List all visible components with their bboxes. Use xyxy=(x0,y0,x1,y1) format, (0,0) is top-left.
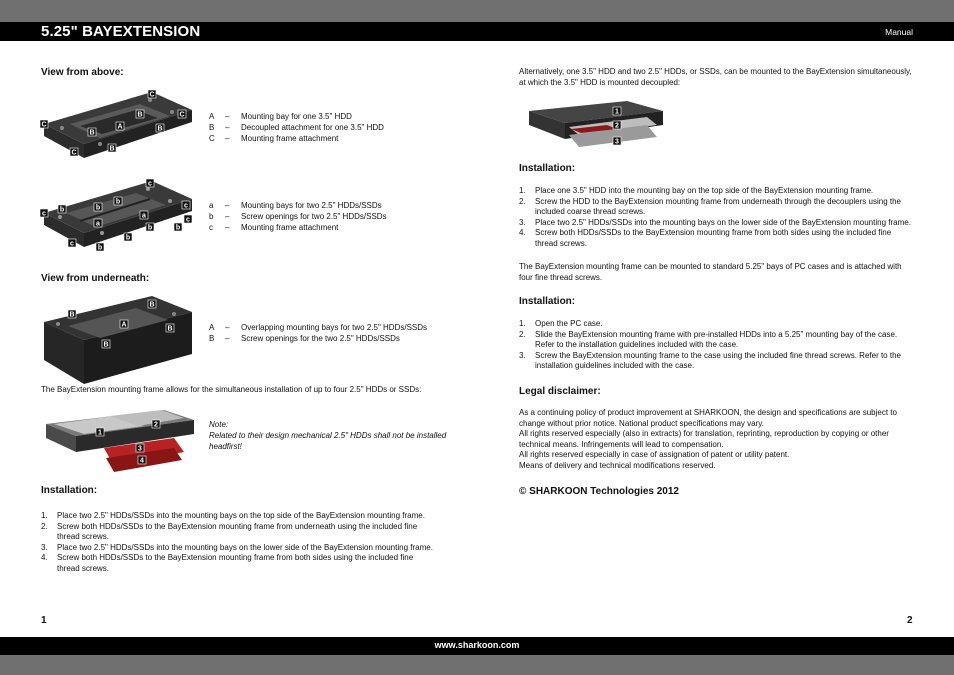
callout-label-fig2-11 xyxy=(68,239,76,248)
callout-label-fig3-2 xyxy=(120,320,128,329)
mounting-paragraph: The BayExtension mounting frame can be mounted to standard 5.25" bays of PC cases and is attached with four fine thread screws. xyxy=(519,262,902,282)
note-text: Related to their design mechanical 2.5" HDDs shall not be installed headfirst! xyxy=(209,430,447,451)
svg-text:2: 2 xyxy=(154,421,158,429)
bottom-gray-band xyxy=(0,655,954,675)
view-above-heading: View from above: xyxy=(41,67,124,78)
view-underneath-heading: View from underneath: xyxy=(41,273,150,284)
callout-label-fig5-0 xyxy=(613,107,621,116)
callout-label-fig1-1 xyxy=(136,110,144,119)
callout-label-fig3-4 xyxy=(102,340,110,349)
list-item: 1. Open the PC case. xyxy=(519,319,603,328)
list-item: 1. Place one 3.5" HDD into the mounting bay on the top side of the BayExtension mounting frame. xyxy=(519,186,874,195)
svg-text:c: c xyxy=(42,210,46,218)
callout-label-fig2-2 xyxy=(94,203,102,212)
callout-label-fig1-8 xyxy=(70,148,78,157)
callout-label-fig2-3 xyxy=(114,197,122,206)
svg-text:b: b xyxy=(125,234,131,242)
svg-text:3: 3 xyxy=(138,445,142,453)
top-gray-band xyxy=(0,0,954,22)
footer-bar xyxy=(0,637,954,655)
callout-label-fig1-3 xyxy=(40,120,48,129)
copyright-notice: © SHARKOON Technologies 2012 xyxy=(519,486,679,497)
installation-steps-right-1 xyxy=(519,186,915,250)
callout-label-fig4-2 xyxy=(136,444,144,453)
callout-label-fig1-4 xyxy=(88,128,96,137)
note-block xyxy=(209,420,449,452)
svg-text:B: B xyxy=(149,301,155,309)
callout-label-fig2-0 xyxy=(146,179,154,188)
legend-figure-2: a – Mounting bays for two 2.5" HDDs/SSDs b – Screw openings for two 2.5" HDDs/SSDs c – Mounting frame attachment xyxy=(209,201,387,232)
svg-text:B: B xyxy=(89,129,95,137)
svg-text:B: B xyxy=(167,325,173,333)
legal-disclaimer-heading: Legal disclaimer: xyxy=(519,386,601,397)
callout-label-fig2-12 xyxy=(96,243,104,252)
page-number-left: 1 xyxy=(41,615,47,626)
list-item: 3. Screw the BayExtension mounting frame to the case using the included fine thread screws. Refer to the installation guidelines included with the case. xyxy=(519,350,901,371)
svg-text:B: B xyxy=(103,341,109,349)
list-item: 2. Screw both HDDs/SSDs to the BayExtension mounting frame from underneath using the included fine thread screws. xyxy=(41,521,418,542)
list-item: 4. Screw both HDDs/SSDs to the BayExtension mounting frame from both sides using the included fine thread screws. xyxy=(41,553,414,573)
svg-text:A: A xyxy=(121,321,127,329)
callout-label-fig2-6 xyxy=(94,219,102,228)
svg-text:4: 4 xyxy=(140,457,144,465)
svg-text:c: c xyxy=(70,240,74,248)
svg-text:B: B xyxy=(109,145,115,153)
list-item: 4. Screw both HDDs/SSDs to the BayExtension mounting frame from both sides using the included fine thread screws. xyxy=(519,228,892,248)
svg-text:b: b xyxy=(59,206,65,214)
svg-text:b: b xyxy=(115,198,121,206)
list-item: 2. Slide the BayExtension mounting frame with pre-installed HDDs into a 5.25" mounting bay of the case. Refer to the installation guidelines included with the case. xyxy=(519,329,898,350)
svg-text:1: 1 xyxy=(98,429,102,437)
svg-text:B: B xyxy=(137,111,143,119)
svg-text:B: B xyxy=(157,125,163,133)
callout-label-fig3-1 xyxy=(68,310,76,319)
document-title: 5.25" BAYEXTENSION xyxy=(41,23,201,40)
installation-heading-right-1: Installation: xyxy=(519,163,576,174)
installation-steps-left xyxy=(41,511,433,575)
svg-text:C: C xyxy=(179,111,185,119)
svg-text:C: C xyxy=(149,91,155,99)
svg-text:2: 2 xyxy=(615,122,619,130)
callout-label-fig1-5 xyxy=(116,122,124,131)
svg-text:b: b xyxy=(147,224,153,232)
legal-line: Means of delivery and technical modifications reserved. xyxy=(519,460,716,470)
callout-label-fig2-7 xyxy=(140,211,148,220)
callout-label-fig1-2 xyxy=(178,110,186,119)
frame-top-view-figure-1 xyxy=(40,88,200,160)
installation-steps-right-2 xyxy=(519,319,915,372)
svg-text:C: C xyxy=(71,149,77,157)
list-item: 3. Place two 2.5" HDDs/SSDs into the mounting bays on the lower side of the BayExtension mounting frame. xyxy=(41,542,433,552)
legend-figure-1: A – Mounting bay for one 3.5" HDD B – Decoupled attachment for one 3.5" HDD C – Mounting frame attachment xyxy=(209,112,384,143)
svg-text:a: a xyxy=(142,212,146,220)
callout-label-fig4-0 xyxy=(96,428,104,437)
legal-disclaimer-text xyxy=(519,408,915,472)
svg-text:1: 1 xyxy=(615,108,619,116)
legend-figure-3: A – Overlapping mounting bays for two 2.5" HDDs/SSDs B – Screw openings for the two 2.5" HDDs/SSDs xyxy=(209,323,428,343)
page-number-right: 2 xyxy=(907,615,913,626)
list-item: 2. Screw the HDD to the BayExtension mounting frame from underneath through the decouplers using the included coarse thread screws. xyxy=(519,196,901,217)
callout-label-fig4-1 xyxy=(152,420,160,429)
svg-text:B: B xyxy=(69,311,75,319)
callout-label-fig1-0 xyxy=(148,90,156,99)
svg-text:3: 3 xyxy=(615,138,619,146)
section-label: Manual xyxy=(885,27,913,37)
svg-text:c: c xyxy=(148,180,152,188)
callout-label-fig1-6 xyxy=(156,124,164,133)
callout-label-fig5-1 xyxy=(613,121,621,130)
callout-label-fig2-4 xyxy=(182,201,190,210)
legal-line: All rights reserved especially in case of assignation of patent or utility patent. xyxy=(519,450,790,460)
svg-text:a: a xyxy=(96,220,100,228)
header-bar xyxy=(0,22,954,41)
callout-label-fig1-7 xyxy=(108,144,116,153)
svg-text:b: b xyxy=(95,204,101,212)
svg-text:c: c xyxy=(184,202,188,210)
frame-with-hdd-figure-5 xyxy=(527,99,667,151)
alternative-mount-paragraph: Alternatively, one 3.5" HDD and two 2.5" HDDs, or SSDs, can be mounted to the BayExtension simultaneously, at which the 3.5" HDD is mounted decoupled: xyxy=(519,67,912,87)
callout-label-fig2-8 xyxy=(124,233,132,242)
svg-text:C: C xyxy=(41,121,47,129)
footer-url[interactable]: www.sharkoon.com xyxy=(434,640,520,650)
list-item: 3. Place two 2.5" HDDs/SSDs into the mounting bays on the lower side of the BayExtension mounting frame. xyxy=(519,217,911,227)
capacity-paragraph: The BayExtension mounting frame allows for the simultaneous installation of up to four 2.5" HDDs or SSDs: xyxy=(41,385,422,394)
callout-label-fig2-10 xyxy=(174,223,182,232)
svg-text:b: b xyxy=(97,244,103,252)
callout-label-fig2-13 xyxy=(184,215,192,224)
callout-label-fig2-5 xyxy=(40,209,48,218)
callout-label-fig4-3 xyxy=(138,456,146,465)
callout-label-fig5-2 xyxy=(613,137,621,146)
note-title: Note: xyxy=(209,420,229,429)
installation-heading-left: Installation: xyxy=(41,485,98,496)
callout-label-fig3-3 xyxy=(166,324,174,333)
list-item: 1. Place two 2.5" HDDs/SSDs into the mounting bays on the top side of the BayExtension mounting frame. xyxy=(41,511,425,520)
callout-label-fig2-1 xyxy=(58,205,66,214)
frame-bottom-view-figure-3 xyxy=(40,292,200,384)
callout-label-fig3-0 xyxy=(148,300,156,309)
svg-text:b: b xyxy=(175,224,181,232)
svg-text:c: c xyxy=(186,216,190,224)
callout-label-fig2-9 xyxy=(146,223,154,232)
svg-text:A: A xyxy=(117,123,123,131)
frame-top-view-figure-2 xyxy=(40,175,200,253)
legal-line: All rights reserved especially (also in extracts) for translation, reprinting, reproduction by copying or other technical means. Infringements will lead to compensation. xyxy=(519,429,889,449)
installation-heading-right-2: Installation: xyxy=(519,296,576,307)
legal-line: As a continuing policy of product improvement at SHARKOON, the design and specifications are subject to change without prior notice. National product specifications may vary. xyxy=(519,408,897,428)
frame-with-drives-figure-4 xyxy=(44,408,200,474)
